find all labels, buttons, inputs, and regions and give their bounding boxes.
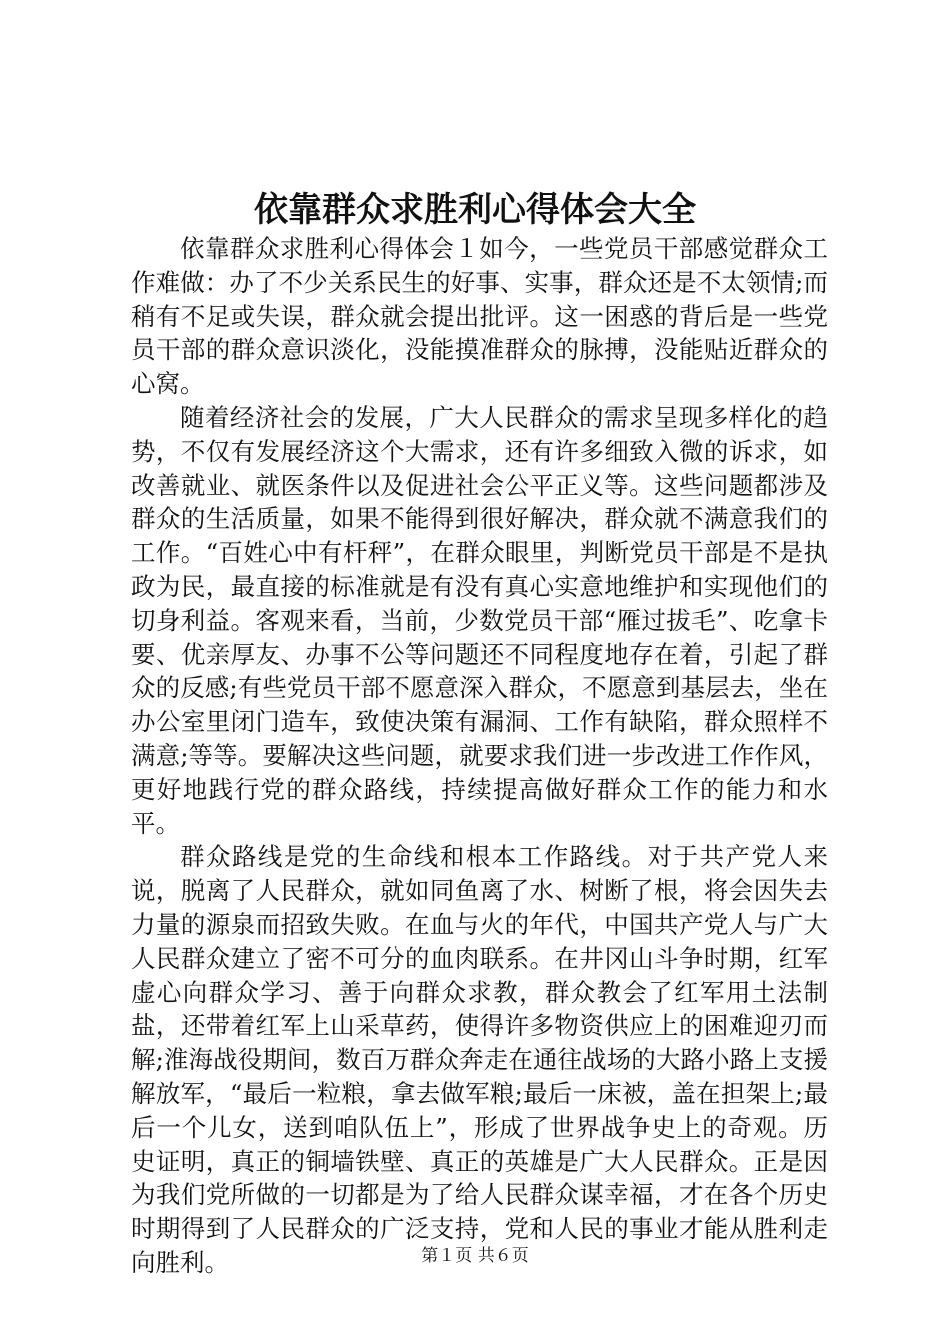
paragraph-3: 群众路线是党的生命线和根本工作路线。对于共产党人来说，脱离了人民群众，就如同鱼离了水、树断了根，将会因失去力量的源泉而招致失败。在血与火的年代，中国共产党人与广大人民群众建立了密不可分的血肉联系。在井冈山斗争时期，红军虚心向群众学习、善于向群众求教，群众教会了红军用土法制盐，还带着红军上山采草药，使得许多物资供应上的困难迎刃而解;淮海战役期间，数百万群众奔走在通往战场的大路小路上支援解放军，“最后一粒粮，拿去做军粮;最后一床被，盖在担架上;最后一个儿女，送到咱队伍上”，形成了世界战争史上的奇观。历史证明，真正的铜墙铁壁、真正的英雄是广大人民群众。正是因为我们党所做的一切都是为了给人民群众谋幸福，才在各个历史时期得到了人民群众的广泛支持，党和人民的事业才能从胜利走向胜利。 — [131, 842, 828, 1277]
paragraph-2: 随着经济社会的发展，广大人民群众的需求呈现多样化的趋势，不仅有发展经济这个大需求，还有许多细致入微的诉求，如改善就业、就医条件以及促进社会公平正义等。这些问题都涉及群众的生活质量，如果不能得到很好解决，群众就不满意我们的工作。“百姓心中有杆秤”，在群众眼里，判断党员干部是不是执政为民，最直接的标准就是有没有真心实意地维护和实现他们的切身利益。客观来看，当前，少数党员干部“雁过拔毛”、吃拿卡要、优亲厚友、办事不公等问题还不同程度地存在着，引起了群众的反感;有些党员干部不愿意深入群众，不愿意到基层去，坐在办公室里闭门造车，致使决策有漏洞、工作有缺陷，群众照样不满意;等等。要解决这些问题，就要求我们进一步改进工作作风，更好地践行党的群众路线，持续提高做好群众工作的能力和水平。 — [131, 402, 828, 838]
document-title: 依靠群众求胜利心得体会大全 — [254, 190, 696, 230]
paragraph-1: 依靠群众求胜利心得体会１如今，一些党员干部感觉群众工作难做：办了不少关系民生的好事、实事，群众还是不太领情;而稍有不足或失误，群众就会提出批评。这一困惑的背后是一些党员干部的群众意识淡化，没能摸准群众的脉搏，没能贴近群众的心窝。 — [131, 234, 828, 399]
page-footer: 第１页 共６页 — [421, 1246, 529, 1266]
document-body — [131, 232, 828, 1280]
